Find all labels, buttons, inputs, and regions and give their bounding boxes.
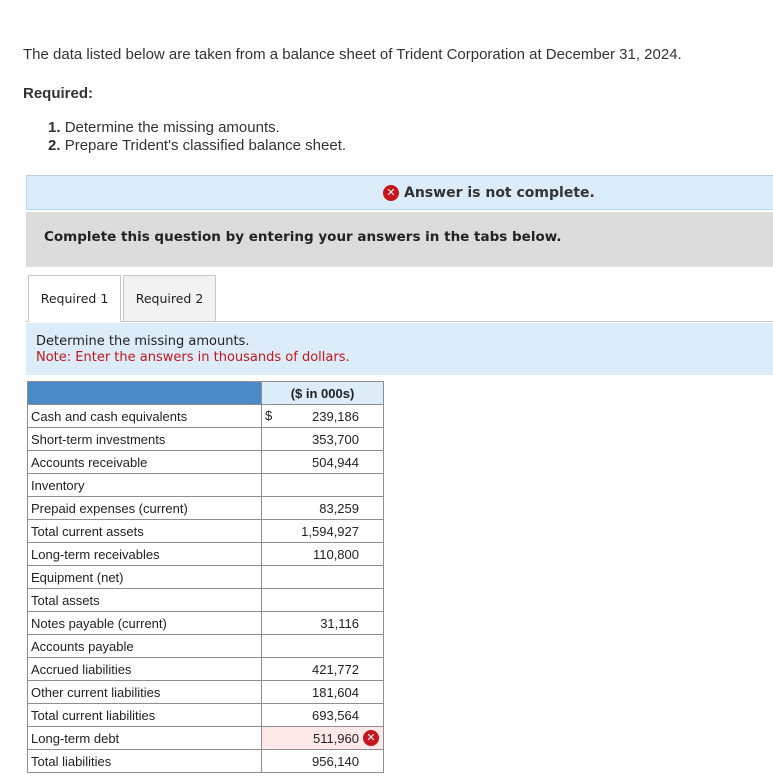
row-label: Other current liabilities: [28, 681, 262, 704]
answer-status-bar: [26, 175, 773, 210]
label-column-header: [28, 382, 262, 405]
table-row: [28, 543, 384, 566]
table-row: [28, 612, 384, 635]
instructions-panel: [26, 323, 773, 375]
amount-input-cell[interactable]: [262, 474, 384, 497]
table-row: [28, 474, 384, 497]
row-label: Prepaid expenses (current): [28, 497, 262, 520]
table-row: [28, 727, 384, 750]
amount-input-cell[interactable]: [262, 543, 384, 566]
amount-value[interactable]: 504,944: [312, 454, 359, 470]
table-row: [28, 428, 384, 451]
requirement-item: [48, 119, 346, 137]
table-row: [28, 497, 384, 520]
row-label: Total liabilities: [28, 750, 262, 773]
amount-input-cell[interactable]: [262, 428, 384, 451]
amount-value[interactable]: 353,700: [312, 431, 359, 447]
row-label: Total assets: [28, 589, 262, 612]
requirement-number: 2.: [48, 137, 61, 154]
instructions-text: Determine the missing amounts.: [36, 334, 250, 349]
amount-value[interactable]: 31,116: [320, 615, 359, 631]
amount-value[interactable]: 956,140: [312, 753, 359, 769]
answer-status-text: Answer is not complete.: [404, 185, 595, 201]
amount-column-header: ($ in 000s): [262, 382, 384, 405]
table-row: [28, 635, 384, 658]
amount-value[interactable]: 1,594,927: [301, 523, 359, 539]
tab-label: Required 1: [40, 291, 109, 306]
x-circle-icon: ✕: [363, 730, 379, 746]
amount-input-cell[interactable]: [262, 635, 384, 658]
amount-input-cell[interactable]: [262, 497, 384, 520]
row-label: Cash and cash equivalents: [28, 405, 262, 428]
intro-text: The data listed below are taken from a balance sheet of Trident Corporation at December 31, 2024.: [23, 46, 682, 63]
amount-input-cell[interactable]: [262, 658, 384, 681]
instructions-note: Note: Enter the answers in thousands of dollars.: [36, 350, 350, 365]
amount-input-cell[interactable]: [262, 589, 384, 612]
amount-value[interactable]: 110,800: [312, 546, 359, 562]
table-row: [28, 681, 384, 704]
row-label: Accounts receivable: [28, 451, 262, 474]
tab-label: Required 2: [135, 291, 204, 306]
amount-input-cell[interactable]: [262, 750, 384, 773]
amount-input-cell[interactable]: [262, 612, 384, 635]
tab-required-2[interactable]: [123, 275, 216, 322]
amount-value[interactable]: 181,604: [312, 684, 359, 700]
table-row: [28, 704, 384, 727]
amount-value[interactable]: 421,772: [312, 661, 359, 677]
amount-input-cell[interactable]: [262, 681, 384, 704]
row-label: Notes payable (current): [28, 612, 262, 635]
tab-required-1[interactable]: [28, 275, 121, 322]
table-row: [28, 451, 384, 474]
requirement-item: [48, 137, 346, 155]
row-label: Equipment (net): [28, 566, 262, 589]
amount-value[interactable]: 511,960: [312, 730, 359, 746]
amount-input-cell[interactable]: [262, 727, 384, 750]
complete-prompt-text: Complete this question by entering your answers in the tabs below.: [44, 229, 562, 245]
amount-value[interactable]: 83,259: [319, 500, 359, 516]
requirements-list: [48, 119, 346, 155]
amount-value[interactable]: 239,186: [312, 408, 359, 424]
row-label: Long-term debt: [28, 727, 262, 750]
table-row: [28, 405, 384, 428]
requirement-text: Prepare Trident's classified balance sheet.: [64, 137, 347, 154]
required-heading: Required:: [23, 85, 94, 102]
complete-prompt-bar: [26, 212, 773, 267]
requirement-text: Determine the missing amounts.: [64, 119, 280, 136]
table-row: [28, 658, 384, 681]
amount-input-cell[interactable]: [262, 704, 384, 727]
row-label: Inventory: [28, 474, 262, 497]
balance-sheet-table: [27, 381, 384, 773]
table-row: [28, 750, 384, 773]
amount-input-cell[interactable]: [262, 451, 384, 474]
table-header-row: [28, 382, 384, 405]
amount-input-cell[interactable]: [262, 405, 384, 428]
row-label: Accounts payable: [28, 635, 262, 658]
row-label: Total current liabilities: [28, 704, 262, 727]
answer-status: [383, 185, 595, 201]
table-row: [28, 566, 384, 589]
row-label: Accrued liabilities: [28, 658, 262, 681]
amount-input-cell[interactable]: [262, 566, 384, 589]
x-circle-icon: ✕: [383, 185, 399, 201]
table-row: [28, 589, 384, 612]
row-label: Total current assets: [28, 520, 262, 543]
row-label: Short-term investments: [28, 428, 262, 451]
row-label: Long-term receivables: [28, 543, 262, 566]
currency-symbol: $: [265, 408, 273, 423]
table-row: [28, 520, 384, 543]
requirement-number: 1.: [48, 119, 61, 136]
amount-input-cell[interactable]: [262, 520, 384, 543]
amount-value[interactable]: 693,564: [312, 707, 359, 723]
